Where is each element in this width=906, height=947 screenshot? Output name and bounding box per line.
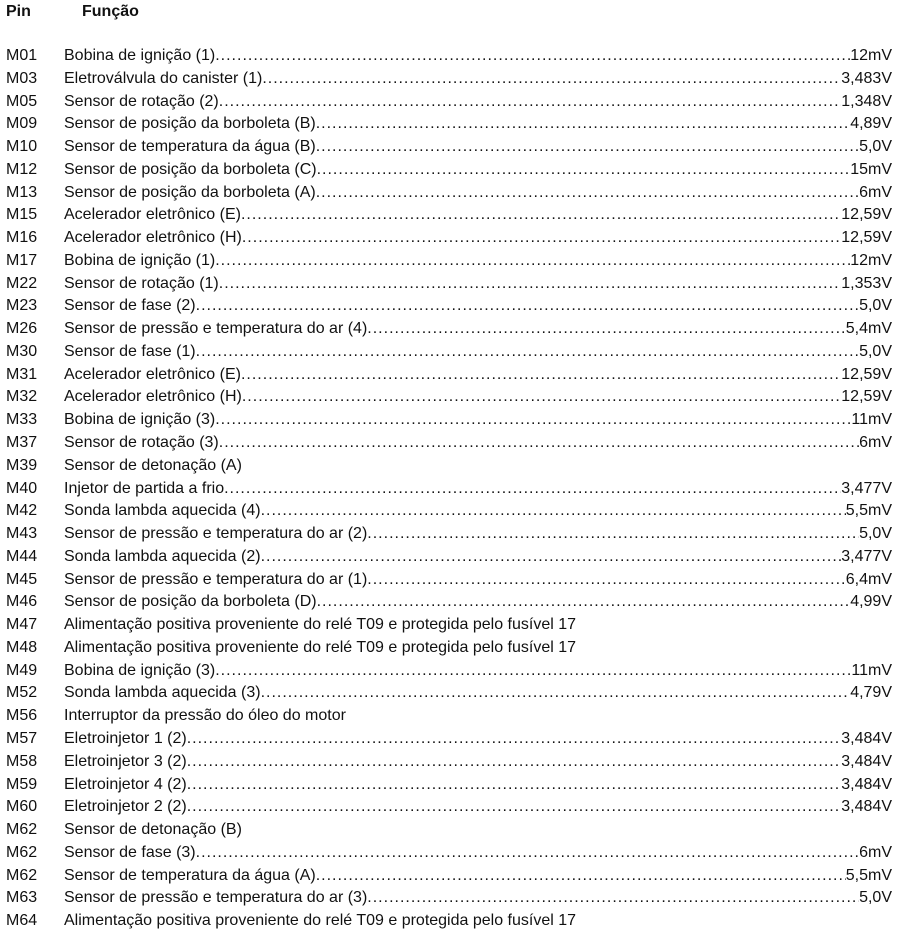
header-function: Função bbox=[82, 3, 139, 20]
table-row bbox=[6, 409, 892, 432]
function-label: Eletroinjetor 2 (2) bbox=[64, 798, 187, 816]
measured-value: 5,4mV bbox=[845, 320, 892, 338]
measured-value: 5,0V bbox=[859, 889, 892, 907]
measured-value: 5,5mV bbox=[845, 866, 892, 884]
table-row bbox=[6, 660, 892, 683]
dot-leader bbox=[261, 500, 846, 523]
pin-code: M43 bbox=[6, 525, 38, 543]
function-label: Sensor de rotação (2) bbox=[64, 92, 219, 110]
pin-code: M44 bbox=[6, 547, 38, 565]
dot-leader bbox=[219, 273, 842, 296]
pin-code: M42 bbox=[6, 502, 38, 520]
measured-value: 5,0V bbox=[859, 297, 892, 315]
pin-code: M58 bbox=[6, 752, 38, 770]
table-row bbox=[6, 364, 892, 387]
measured-value: 4,89V bbox=[850, 115, 892, 133]
table-row bbox=[6, 751, 892, 774]
dot-leader bbox=[215, 45, 850, 68]
pin-code: M12 bbox=[6, 160, 38, 178]
dot-leader bbox=[316, 182, 859, 205]
function-label: Sensor de pressão e temperatura do ar (3) bbox=[64, 889, 368, 907]
pin-code: M40 bbox=[6, 479, 38, 497]
pin-code: M37 bbox=[6, 434, 38, 452]
pin-function bbox=[64, 500, 892, 523]
measured-value: 5,0V bbox=[859, 525, 892, 543]
dot-leader bbox=[219, 432, 859, 455]
measured-value: 3,484V bbox=[841, 729, 892, 747]
dot-leader bbox=[316, 136, 859, 159]
pin-function bbox=[64, 455, 892, 478]
function-label: Eletroválvula do canister (1) bbox=[64, 69, 263, 87]
pin-function bbox=[64, 591, 892, 614]
function-label: Sensor de posição da borboleta (D) bbox=[64, 593, 317, 611]
measured-value: 3,477V bbox=[841, 547, 892, 565]
dot-leader bbox=[242, 386, 841, 409]
pin-code: M62 bbox=[6, 843, 38, 861]
function-label: Eletroinjetor 1 (2) bbox=[64, 729, 187, 747]
pin-function bbox=[64, 774, 892, 797]
pin-function bbox=[64, 159, 892, 182]
function-label: Sensor de posição da borboleta (C) bbox=[64, 160, 317, 178]
pin-code: M62 bbox=[6, 866, 38, 884]
dot-leader bbox=[241, 204, 841, 227]
measured-value: 3,484V bbox=[841, 798, 892, 816]
pin-function bbox=[64, 751, 892, 774]
table-row bbox=[6, 682, 892, 705]
table-row bbox=[6, 250, 892, 273]
table-row bbox=[6, 68, 892, 91]
pin-code: M64 bbox=[6, 912, 38, 930]
pin-function bbox=[64, 637, 892, 660]
pin-code: M46 bbox=[6, 593, 38, 611]
pin-function bbox=[64, 409, 892, 432]
pin-code: M09 bbox=[6, 115, 38, 133]
measured-value: 12,59V bbox=[841, 365, 892, 383]
function-label: Acelerador eletrônico (E) bbox=[64, 365, 241, 383]
pin-function bbox=[64, 660, 892, 683]
function-label: Sonda lambda aquecida (4) bbox=[64, 502, 261, 520]
pin-code: M17 bbox=[6, 251, 38, 269]
pin-function bbox=[64, 728, 892, 751]
table-header bbox=[6, 2, 896, 22]
dot-leader bbox=[316, 865, 846, 888]
measured-value: 6mV bbox=[859, 434, 892, 452]
table-row bbox=[6, 887, 892, 910]
pin-code: M16 bbox=[6, 229, 38, 247]
function-label: Eletroinjetor 3 (2) bbox=[64, 752, 187, 770]
function-label: Sensor de detonação (B) bbox=[64, 821, 242, 839]
dot-leader bbox=[187, 751, 842, 774]
pin-function bbox=[64, 364, 892, 387]
function-label: Acelerador eletrônico (E) bbox=[64, 206, 241, 224]
pin-code: M23 bbox=[6, 297, 38, 315]
table-row bbox=[6, 705, 892, 728]
function-label: Bobina de ignição (3) bbox=[64, 411, 216, 429]
dot-leader bbox=[219, 91, 842, 114]
table-row bbox=[6, 796, 892, 819]
table-row bbox=[6, 318, 892, 341]
pin-function bbox=[64, 386, 892, 409]
table-row bbox=[6, 136, 892, 159]
function-label: Sensor de fase (2) bbox=[64, 297, 196, 315]
pin-code: M49 bbox=[6, 661, 38, 679]
dot-leader bbox=[262, 68, 841, 91]
function-label: Sensor de posição da borboleta (B) bbox=[64, 115, 316, 133]
measured-value: 3,477V bbox=[841, 479, 892, 497]
table-row bbox=[6, 774, 892, 797]
measured-value: 3,484V bbox=[841, 752, 892, 770]
dot-leader bbox=[187, 728, 842, 751]
pin-function bbox=[64, 865, 892, 888]
dot-leader bbox=[196, 295, 859, 318]
table-row bbox=[6, 182, 892, 205]
measured-value: 3,483V bbox=[841, 69, 892, 87]
dot-leader bbox=[187, 796, 842, 819]
table-row bbox=[6, 91, 892, 114]
dot-leader bbox=[316, 113, 850, 136]
measured-value: 5,5mV bbox=[845, 502, 892, 520]
table-row bbox=[6, 569, 892, 592]
pin-code: M62 bbox=[6, 821, 38, 839]
pin-table bbox=[6, 45, 892, 933]
table-row bbox=[6, 865, 892, 888]
dot-leader bbox=[367, 569, 845, 592]
pin-code: M52 bbox=[6, 684, 38, 702]
measured-value: 12,59V bbox=[841, 229, 892, 247]
pin-function bbox=[64, 546, 892, 569]
function-label: Sonda lambda aquecida (3) bbox=[64, 684, 261, 702]
pin-code: M03 bbox=[6, 69, 38, 87]
function-label: Sensor de posição da borboleta (A) bbox=[64, 183, 316, 201]
table-row bbox=[6, 614, 892, 637]
pin-function bbox=[64, 614, 892, 637]
pin-code: M15 bbox=[6, 206, 38, 224]
function-label: Sensor de pressão e temperatura do ar (1) bbox=[64, 570, 368, 588]
pin-code: M33 bbox=[6, 411, 38, 429]
measured-value: 6,4mV bbox=[845, 570, 892, 588]
pin-function bbox=[64, 295, 892, 318]
pin-code: M30 bbox=[6, 342, 38, 360]
function-label: Sonda lambda aquecida (2) bbox=[64, 547, 261, 565]
table-row bbox=[6, 523, 892, 546]
pin-function bbox=[64, 569, 892, 592]
table-row bbox=[6, 273, 892, 296]
measured-value: 6mV bbox=[859, 843, 892, 861]
pin-function bbox=[64, 341, 892, 364]
function-label: Sensor de rotação (1) bbox=[64, 274, 219, 292]
measured-value: 4,99V bbox=[850, 593, 892, 611]
dot-leader bbox=[261, 682, 851, 705]
function-label: Sensor de pressão e temperatura do ar (2) bbox=[64, 525, 368, 543]
pin-code: M13 bbox=[6, 183, 38, 201]
table-row bbox=[6, 455, 892, 478]
table-row bbox=[6, 910, 892, 933]
function-label: Bobina de ignição (1) bbox=[64, 251, 216, 269]
pin-code: M10 bbox=[6, 138, 38, 156]
pin-function bbox=[64, 227, 892, 250]
pin-code: M60 bbox=[6, 798, 38, 816]
measured-value: 1,348V bbox=[841, 92, 892, 110]
measured-value: 12mV bbox=[850, 47, 892, 64]
measured-value: 12,59V bbox=[841, 388, 892, 406]
function-label: Sensor de detonação (A) bbox=[64, 456, 242, 474]
pin-function bbox=[64, 796, 892, 819]
dot-leader bbox=[367, 318, 845, 341]
measured-value: 11mV bbox=[851, 661, 892, 679]
pin-function bbox=[64, 842, 892, 865]
pin-code: M56 bbox=[6, 707, 38, 725]
pin-code: M39 bbox=[6, 456, 38, 474]
measured-value: 1,353V bbox=[841, 274, 892, 292]
function-label: Alimentação positiva proveniente do relé T09 e protegida pelo fusível 17 bbox=[64, 616, 577, 634]
function-label: Alimentação positiva proveniente do relé T09 e protegida pelo fusível 17 bbox=[64, 638, 577, 656]
table-row bbox=[6, 842, 892, 865]
dot-leader bbox=[367, 887, 859, 910]
function-label: Sensor de temperatura da água (A) bbox=[64, 866, 316, 884]
dot-leader bbox=[317, 159, 851, 182]
pin-function bbox=[64, 682, 892, 705]
pin-code: M63 bbox=[6, 889, 38, 907]
pin-function bbox=[64, 478, 892, 501]
function-label: Sensor de temperatura da água (B) bbox=[64, 138, 316, 156]
table-row bbox=[6, 113, 892, 136]
pin-code: M22 bbox=[6, 274, 38, 292]
pin-function bbox=[64, 91, 892, 114]
function-label: Eletroinjetor 4 (2) bbox=[64, 775, 187, 793]
table-row bbox=[6, 295, 892, 318]
dot-leader bbox=[215, 250, 850, 273]
dot-leader bbox=[196, 341, 859, 364]
function-label: Alimentação positiva proveniente do relé T09 e protegida pelo fusível 17 bbox=[64, 912, 577, 930]
pin-code: M47 bbox=[6, 616, 38, 634]
table-row bbox=[6, 386, 892, 409]
measured-value: 15mV bbox=[850, 160, 892, 178]
function-label: Sensor de fase (3) bbox=[64, 843, 196, 861]
pin-code: M32 bbox=[6, 388, 38, 406]
table-row bbox=[6, 546, 892, 569]
function-label: Sensor de fase (1) bbox=[64, 342, 196, 360]
measured-value: 6mV bbox=[859, 183, 892, 201]
pin-function bbox=[64, 136, 892, 159]
function-label: Bobina de ignição (3) bbox=[64, 661, 216, 679]
function-label: Sensor de pressão e temperatura do ar (4) bbox=[64, 320, 368, 338]
dot-leader bbox=[261, 546, 842, 569]
function-label: Sensor de rotação (3) bbox=[64, 434, 219, 452]
pin-function bbox=[64, 113, 892, 136]
table-row bbox=[6, 591, 892, 614]
table-row bbox=[6, 159, 892, 182]
table-row bbox=[6, 728, 892, 751]
pin-code: M45 bbox=[6, 570, 38, 588]
measured-value: 11mV bbox=[851, 411, 892, 429]
dot-leader bbox=[215, 409, 851, 432]
measured-value: 3,484V bbox=[841, 775, 892, 793]
pin-code: M59 bbox=[6, 775, 38, 793]
table-row bbox=[6, 819, 892, 842]
table-row bbox=[6, 500, 892, 523]
pin-code: M57 bbox=[6, 729, 38, 747]
pin-function bbox=[64, 432, 892, 455]
pin-function bbox=[64, 887, 892, 910]
pin-code: M26 bbox=[6, 320, 38, 338]
pin-function bbox=[64, 45, 892, 68]
pin-code: M48 bbox=[6, 638, 38, 656]
pin-code: M31 bbox=[6, 365, 38, 383]
table-row bbox=[6, 204, 892, 227]
table-row bbox=[6, 637, 892, 660]
dot-leader bbox=[196, 842, 859, 865]
pin-function bbox=[64, 705, 892, 728]
dot-leader bbox=[241, 364, 841, 387]
table-row bbox=[6, 227, 892, 250]
table-row bbox=[6, 432, 892, 455]
measured-value: 12,59V bbox=[841, 206, 892, 224]
header-pin: Pin bbox=[6, 3, 31, 20]
function-label: Injetor de partida a frio bbox=[64, 479, 225, 497]
pin-function bbox=[64, 182, 892, 205]
pin-function bbox=[64, 523, 892, 546]
table-row bbox=[6, 478, 892, 501]
function-label: Interruptor da pressão do óleo do motor bbox=[64, 707, 346, 725]
table-row bbox=[6, 341, 892, 364]
pin-function bbox=[64, 273, 892, 296]
measured-value: 4,79V bbox=[850, 684, 892, 702]
dot-leader bbox=[224, 478, 841, 501]
pin-function bbox=[64, 910, 892, 933]
measured-value: 5,0V bbox=[859, 342, 892, 360]
dot-leader bbox=[317, 591, 851, 614]
function-label: Acelerador eletrônico (H) bbox=[64, 388, 242, 406]
table-row bbox=[6, 45, 892, 68]
measured-value: 5,0V bbox=[859, 138, 892, 156]
dot-leader bbox=[187, 774, 842, 797]
pin-code: M01 bbox=[6, 47, 38, 64]
pin-function bbox=[64, 819, 892, 842]
function-label: Bobina de ignição (1) bbox=[64, 47, 216, 64]
pin-code: M05 bbox=[6, 92, 38, 110]
dot-leader bbox=[242, 227, 841, 250]
function-label: Acelerador eletrônico (H) bbox=[64, 229, 242, 247]
measured-value: 12mV bbox=[850, 251, 892, 269]
pin-function bbox=[64, 318, 892, 341]
dot-leader bbox=[215, 660, 851, 683]
pin-function bbox=[64, 68, 892, 91]
dot-leader bbox=[367, 523, 859, 546]
pin-function bbox=[64, 204, 892, 227]
pin-function bbox=[64, 250, 892, 273]
